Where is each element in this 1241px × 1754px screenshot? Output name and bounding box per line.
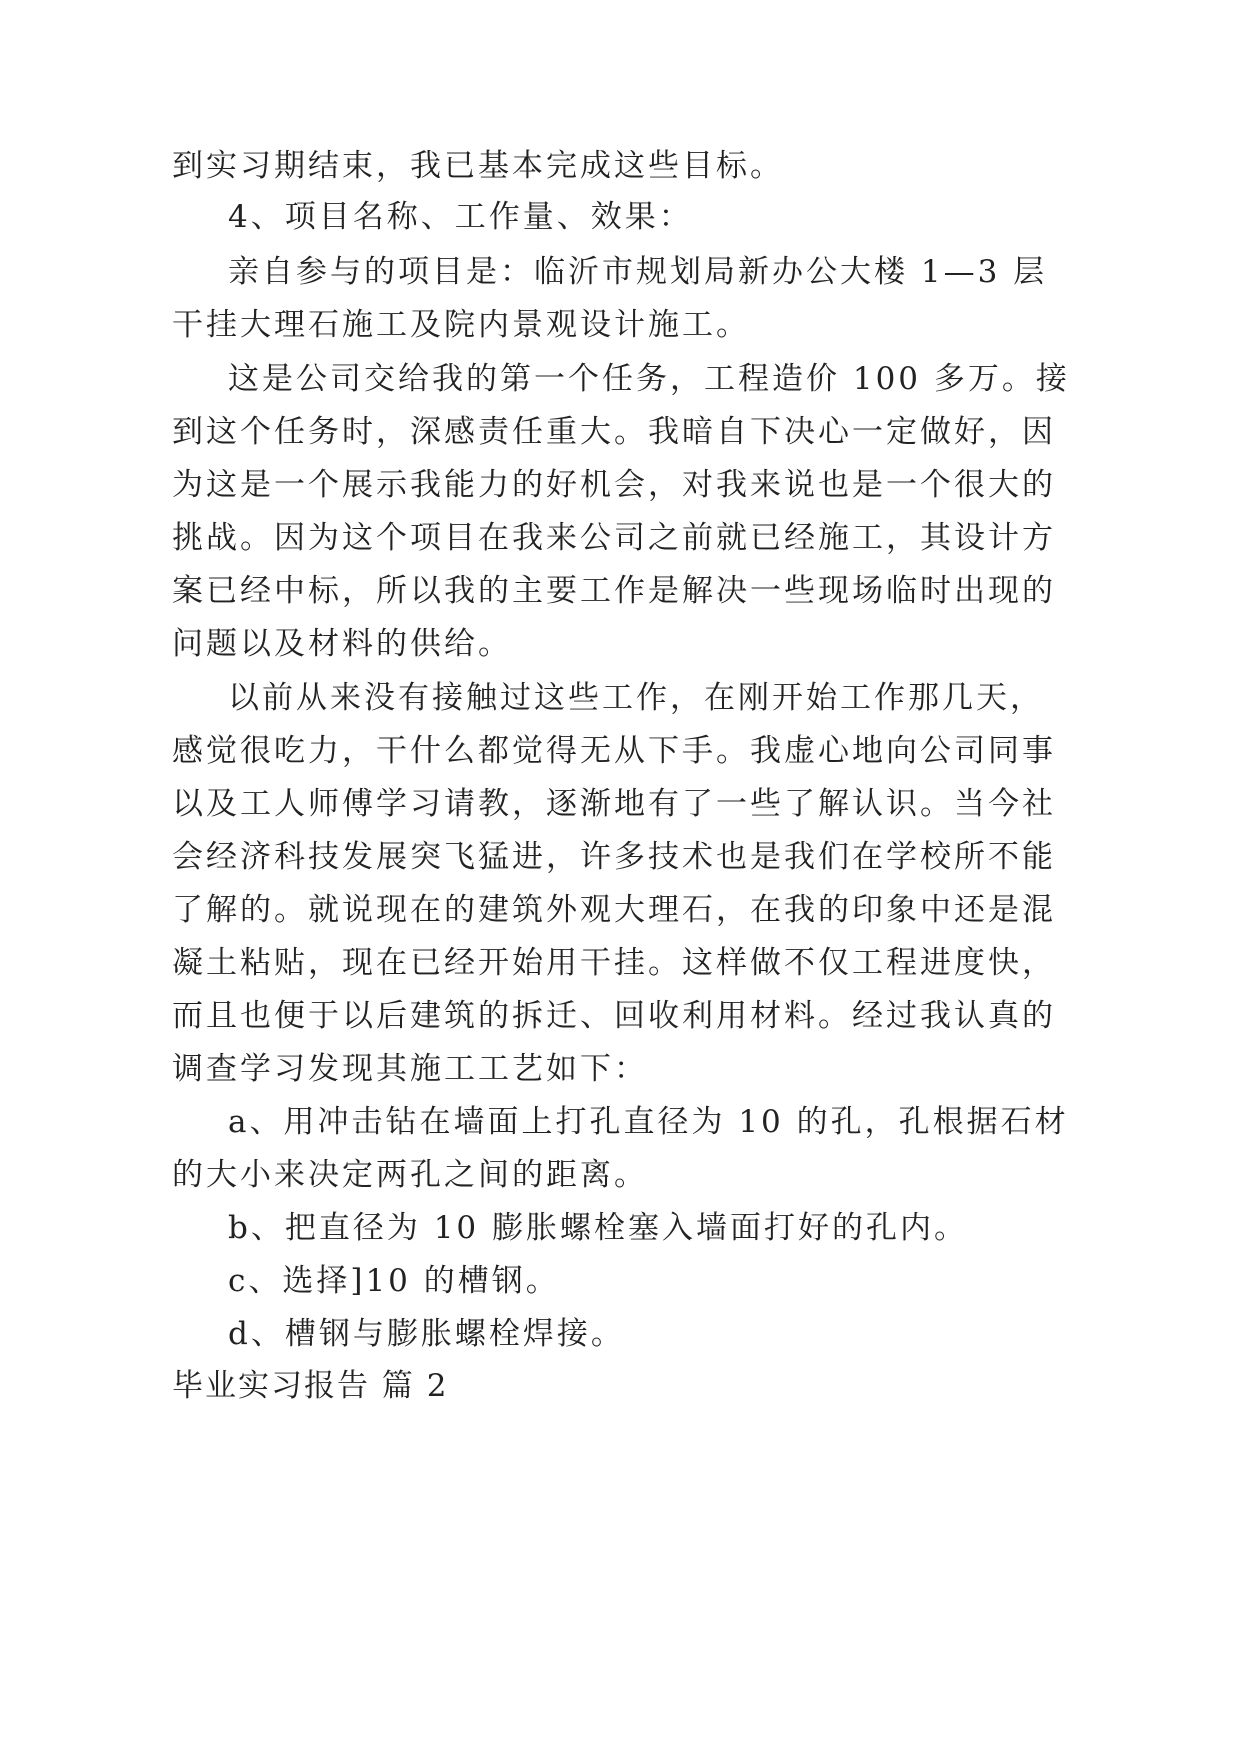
text-line: a、用冲击钻在墙面上打孔直径为 10 的孔，孔根据石材	[228, 1104, 1069, 1140]
text-line: 以及工人师傅学习请教，逐渐地有了一些了解认识。当今社	[172, 786, 1056, 822]
text-line: 以前从来没有接触过这些工作，在刚开始工作那几天，	[228, 680, 1044, 716]
text-line: c、选择]10 的槽钢。	[228, 1263, 560, 1299]
text-line: 4、项目名称、工作量、效果：	[228, 199, 693, 235]
text-line: d、槽钢与膨胀螺栓焊接。	[228, 1316, 625, 1352]
text-line: 到实习期结束，我已基本完成这些目标。	[172, 148, 784, 184]
text-line: 到这个任务时，深感责任重大。我暗自下决心一定做好，因	[172, 414, 1056, 450]
text-line: 而且也便于以后建筑的拆迁、回收利用材料。经过我认真的	[172, 998, 1056, 1034]
text-line: b、把直径为 10 膨胀螺栓塞入墙面打好的孔内。	[228, 1210, 968, 1246]
section-heading: 毕业实习报告 篇 2	[172, 1368, 449, 1404]
text-line: 感觉很吃力，干什么都觉得无从下手。我虚心地向公司同事	[172, 733, 1056, 769]
text-line: 问题以及材料的供给。	[172, 626, 512, 662]
text-line: 为这是一个展示我能力的好机会，对我来说也是一个很大的	[172, 467, 1056, 503]
text-line: 会经济科技发展突飞猛进，许多技术也是我们在学校所不能	[172, 839, 1056, 875]
text-line: 了解的。就说现在的建筑外观大理石，在我的印象中还是混	[172, 892, 1056, 928]
text-line: 这是公司交给我的第一个任务，工程造价 100 多万。接	[228, 361, 1070, 397]
text-line: 亲自参与的项目是：临沂市规划局新办公大楼 1—3 层	[228, 254, 1048, 290]
text-line: 挑战。因为这个项目在我来公司之前就已经施工，其设计方	[172, 520, 1056, 556]
text-line: 的大小来决定两孔之间的距离。	[172, 1157, 648, 1193]
text-line: 案已经中标，所以我的主要工作是解决一些现场临时出现的	[172, 573, 1056, 609]
text-line: 干挂大理石施工及院内景观设计施工。	[172, 307, 750, 343]
text-line: 调查学习发现其施工工艺如下：	[172, 1051, 648, 1087]
text-line: 凝土粘贴，现在已经开始用干挂。这样做不仅工程进度快，	[172, 945, 1056, 981]
